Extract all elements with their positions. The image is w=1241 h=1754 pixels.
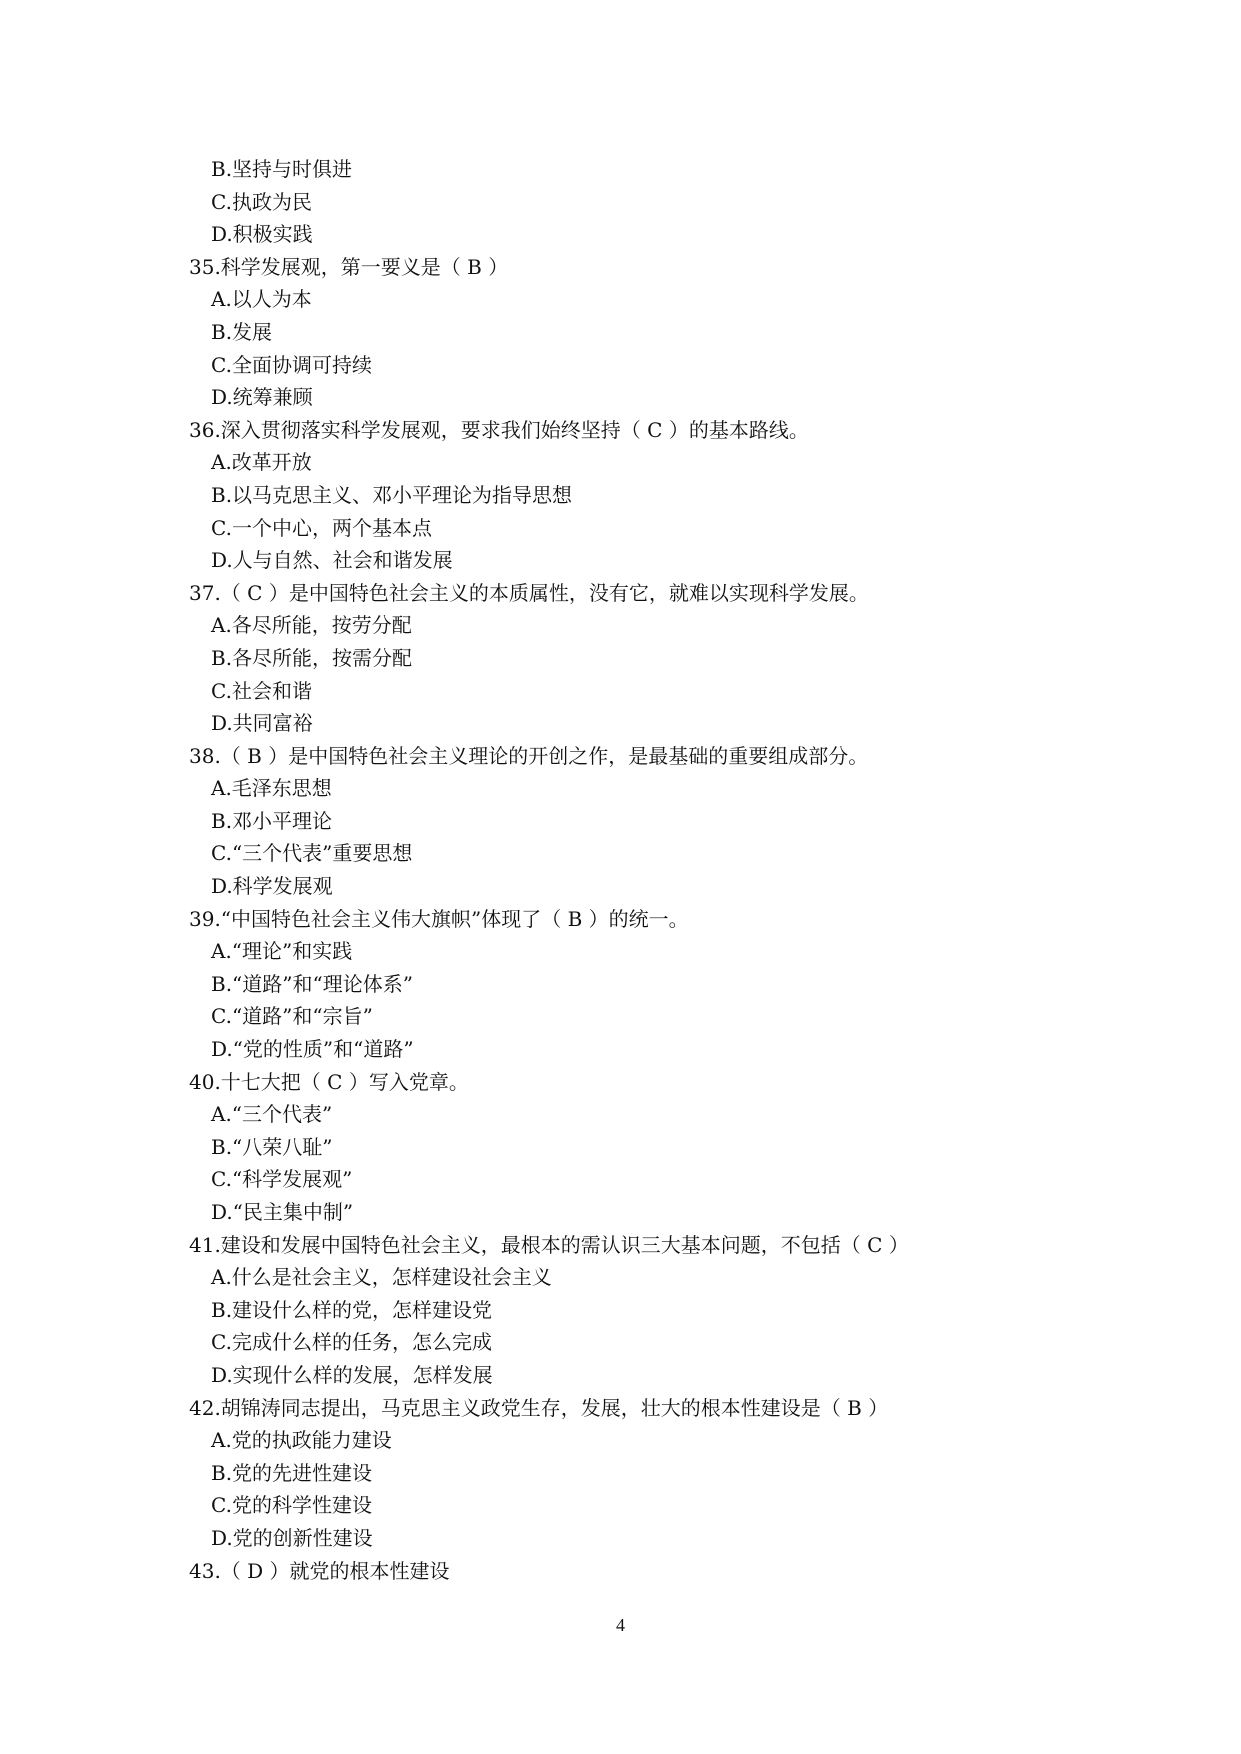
answer-option: B.发展	[211, 319, 273, 344]
answer-option: D.统筹兼顾	[211, 385, 313, 410]
answer-option: B.邓小平理论	[211, 808, 333, 833]
question-text: 36.深入贯彻落实科学发展观，要求我们始终坚持（ C ）的基本路线。	[189, 417, 809, 442]
question-text: 39.“中国特色社会主义伟大旗帜”体现了（ B ）的统一。	[189, 906, 689, 931]
question-text: 38.（ B ）是中国特色社会主义理论的开创之作，是最基础的重要组成部分。	[189, 743, 869, 768]
question-text: 40.十七大把（ C ）写入党章。	[189, 1069, 469, 1094]
answer-option: B.各尽所能，按需分配	[211, 645, 413, 670]
answer-option: B.“道路”和“理论体系”	[211, 971, 413, 996]
answer-option: A.改革开放	[211, 450, 312, 475]
answer-option: D.实现什么样的发展，怎样发展	[211, 1362, 493, 1387]
question-text: 41.建设和发展中国特色社会主义，最根本的需认识三大基本问题，不包括（ C ）	[189, 1232, 909, 1257]
answer-option: D.人与自然、社会和谐发展	[211, 548, 453, 573]
answer-option: C.全面协调可持续	[211, 352, 372, 377]
question-text: 42.胡锦涛同志提出，马克思主义政党生存，发展，壮大的根本性建设是（ B ）	[189, 1395, 889, 1420]
answer-option: B.坚持与时俱进	[211, 157, 353, 181]
question-list	[0, 153, 1241, 1587]
answer-option: D.共同富裕	[211, 711, 313, 736]
answer-option: A.“三个代表”	[211, 1102, 333, 1127]
answer-option: C.完成什么样的任务，怎么完成	[211, 1330, 492, 1355]
answer-option: B.建设什么样的党，怎样建设党	[211, 1297, 493, 1322]
answer-option: A.什么是社会主义，怎样建设社会主义	[211, 1265, 552, 1290]
question-text: 35.科学发展观，第一要义是（ B ）	[189, 254, 509, 279]
answer-option: D.“民主集中制”	[211, 1200, 354, 1224]
answer-option: B.以马克思主义、邓小平理论为指导思想	[211, 482, 573, 507]
answer-option: B.党的先进性建设	[211, 1460, 373, 1485]
answer-option: A.毛泽东思想	[211, 776, 332, 801]
answer-option: B.“八荣八耻”	[211, 1134, 333, 1159]
answer-option: A.党的执政能力建设	[211, 1428, 392, 1453]
question-text: 43.（ D ）就党的根本性建设	[189, 1558, 450, 1583]
answer-option: C.“科学发展观”	[211, 1167, 353, 1192]
answer-option: C.“三个代表”重要思想	[211, 841, 413, 866]
answer-option: C.社会和谐	[211, 678, 312, 703]
answer-option: D.“党的性质”和“道路”	[211, 1037, 414, 1062]
answer-option: A.各尽所能，按劳分配	[211, 613, 412, 638]
answer-option: C.一个中心，两个基本点	[211, 515, 432, 540]
answer-option: D.积极实践	[211, 222, 313, 247]
answer-option: C.党的科学性建设	[211, 1493, 372, 1518]
question-text: 37.（ C ）是中国特色社会主义的本质属性，没有它，就难以实现科学发展。	[189, 580, 869, 605]
answer-option: D.科学发展观	[211, 874, 333, 899]
answer-option: A.以人为本	[211, 287, 312, 312]
answer-option: D.党的创新性建设	[211, 1525, 373, 1550]
page-number: 4	[616, 1615, 625, 1635]
answer-option: C.“道路”和“宗旨”	[211, 1004, 373, 1029]
answer-option: C.执政为民	[211, 189, 312, 214]
answer-option: A.“理论”和实践	[211, 939, 353, 964]
